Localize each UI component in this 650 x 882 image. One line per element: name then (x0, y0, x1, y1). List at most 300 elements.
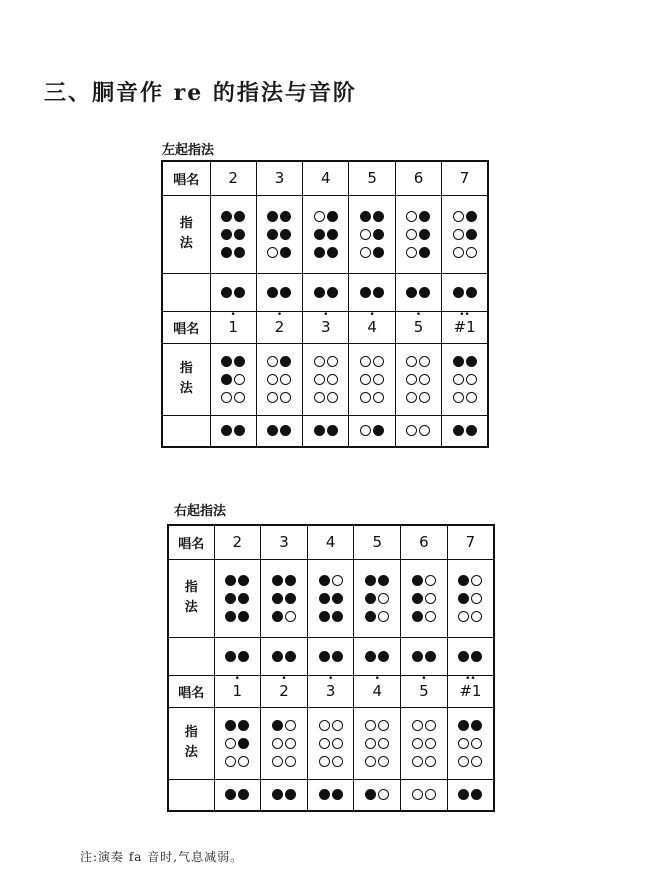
closed-hole-icon (412, 651, 423, 662)
open-hole-icon (406, 425, 417, 436)
hole-row (349, 243, 394, 261)
hole-row (442, 283, 487, 301)
closed-hole-icon (225, 575, 236, 586)
fingering-cell (261, 559, 308, 637)
hole-row (442, 388, 487, 406)
hole-row (261, 589, 307, 607)
closed-hole-icon (419, 229, 430, 240)
open-hole-icon (360, 392, 371, 403)
hole-row (211, 388, 256, 406)
note-cell: 4 (307, 525, 354, 559)
open-hole-icon (373, 356, 384, 367)
fingering-row (162, 195, 488, 273)
closed-hole-icon (365, 575, 376, 586)
note-digit: 1 (466, 318, 476, 336)
fingering-cell (354, 779, 401, 811)
note-cell: 6 (395, 161, 441, 195)
fingering-label-char: 指 (179, 216, 193, 231)
hole-row (215, 647, 261, 665)
fingering-cell (447, 637, 494, 675)
open-hole-icon (378, 738, 389, 749)
closed-hole-icon (373, 287, 384, 298)
hole-row (261, 734, 307, 752)
closed-hole-icon (365, 593, 376, 604)
hole-row (257, 422, 302, 440)
hole-row (354, 589, 400, 607)
fingering-label-char: 法 (179, 236, 193, 251)
closed-hole-icon (373, 247, 384, 258)
closed-hole-icon (314, 229, 325, 240)
closed-hole-icon (332, 651, 343, 662)
hole-row (215, 571, 261, 589)
closed-hole-icon (466, 287, 477, 298)
open-hole-icon (280, 392, 291, 403)
high-octave-dot-icon: • (421, 674, 427, 684)
hole-row (257, 207, 302, 225)
closed-hole-icon (285, 789, 296, 800)
fingering-cell (307, 559, 354, 637)
closed-hole-icon (319, 611, 330, 622)
open-hole-icon (267, 374, 278, 385)
hole-row (442, 422, 487, 440)
header-label: 唱名 (162, 161, 210, 195)
closed-hole-icon (238, 789, 249, 800)
open-hole-icon (453, 374, 464, 385)
note-cell: 7 (442, 161, 488, 195)
closed-hole-icon (280, 356, 291, 367)
hole-row (257, 370, 302, 388)
hole-row (303, 388, 348, 406)
high-note (413, 310, 424, 336)
closed-hole-icon (267, 425, 278, 436)
open-hole-icon (238, 756, 249, 767)
closed-hole-icon (466, 211, 477, 222)
fingering-cell (442, 415, 488, 447)
open-hole-icon (225, 738, 236, 749)
blank-cell (168, 779, 214, 811)
header-label: 唱名 (168, 675, 214, 707)
open-hole-icon (406, 374, 417, 385)
open-hole-icon (412, 756, 423, 767)
hole-row (354, 647, 400, 665)
closed-hole-icon (332, 593, 343, 604)
hole-row (442, 243, 487, 261)
note-cell: 6 (401, 525, 448, 559)
open-hole-icon (234, 374, 245, 385)
closed-hole-icon (234, 211, 245, 222)
note-cell (354, 675, 401, 707)
note-cell (349, 311, 395, 343)
fingering-cell (210, 273, 256, 311)
closed-hole-icon (238, 575, 249, 586)
hole-row (211, 283, 256, 301)
closed-hole-icon (314, 425, 325, 436)
closed-hole-icon (466, 425, 477, 436)
hole-row (401, 589, 447, 607)
high-octave-dot-icon: • (369, 310, 375, 320)
hole-row (401, 607, 447, 625)
closed-hole-icon (280, 229, 291, 240)
header-row (168, 525, 494, 559)
note-cell (256, 311, 302, 343)
open-hole-icon (419, 425, 430, 436)
page-title: 三、胴音作 re 的指法与音阶 (44, 80, 357, 106)
fingering-cell (447, 779, 494, 811)
hole-row (354, 607, 400, 625)
hole-row (261, 607, 307, 625)
fingering-cell (354, 559, 401, 637)
fingering-cell (447, 707, 494, 779)
hole-row (354, 716, 400, 734)
open-hole-icon (471, 738, 482, 749)
high-note (419, 674, 429, 700)
note-digit: 1 (228, 318, 238, 336)
hole-row (308, 734, 354, 752)
closed-hole-icon (471, 789, 482, 800)
hole-row (396, 422, 441, 440)
hole-row (257, 225, 302, 243)
high-note (321, 310, 331, 336)
note-cell: 5 (354, 525, 401, 559)
open-hole-icon (378, 756, 389, 767)
closed-hole-icon (234, 287, 245, 298)
fingering-cell (307, 779, 354, 811)
blank-cell (168, 637, 214, 675)
open-hole-icon (466, 392, 477, 403)
open-hole-icon (453, 247, 464, 258)
closed-hole-icon (419, 287, 430, 298)
fingering-cell (395, 415, 441, 447)
open-hole-icon (272, 756, 283, 767)
hole-row (349, 207, 394, 225)
hole-row (448, 752, 493, 770)
note-cell (442, 311, 488, 343)
fingering-cell (401, 637, 448, 675)
open-hole-icon (280, 374, 291, 385)
hole-row (308, 571, 354, 589)
closed-hole-icon (332, 789, 343, 800)
fingering-row (168, 707, 494, 779)
open-hole-icon (406, 229, 417, 240)
hole-row (354, 571, 400, 589)
fingering-cell (303, 195, 349, 273)
closed-hole-icon (412, 575, 423, 586)
closed-hole-icon (458, 651, 469, 662)
blank-cell (162, 415, 210, 447)
high-note (367, 310, 377, 336)
open-hole-icon (471, 593, 482, 604)
open-hole-icon (406, 356, 417, 367)
high-octave-dot-icon: • (415, 310, 422, 320)
fingering-cell (395, 343, 441, 415)
open-hole-icon (360, 247, 371, 258)
closed-hole-icon (272, 593, 283, 604)
fingering-cell (214, 637, 261, 675)
blank-cell (162, 273, 210, 311)
open-hole-icon (425, 575, 436, 586)
hole-row (211, 352, 256, 370)
note-digit: 3 (325, 682, 336, 700)
fingering-cell (395, 273, 441, 311)
fingering-cell (214, 559, 261, 637)
open-hole-icon (425, 738, 436, 749)
note-digit: 2 (279, 682, 289, 700)
open-hole-icon (412, 789, 423, 800)
closed-hole-icon (280, 425, 291, 436)
closed-hole-icon (453, 356, 464, 367)
fingering-cell (303, 415, 349, 447)
hole-row (261, 786, 307, 804)
hole-row (396, 207, 441, 225)
fingering-label (162, 343, 210, 415)
fingering-bottom-row (162, 415, 488, 447)
table-body (162, 161, 488, 447)
sharp-sign: # (453, 318, 467, 336)
note-cell: 2 (214, 525, 261, 559)
closed-hole-icon (225, 611, 236, 622)
open-hole-icon (378, 789, 389, 800)
open-hole-icon (412, 738, 423, 749)
closed-hole-icon (458, 720, 469, 731)
hole-row (442, 225, 487, 243)
fingering-label-char: 法 (179, 381, 193, 396)
high-octave-dot-icon: • (374, 674, 380, 684)
closed-hole-icon (225, 720, 236, 731)
open-hole-icon (365, 738, 376, 749)
note-cell (307, 675, 354, 707)
hole-row (303, 225, 348, 243)
hole-row (354, 734, 400, 752)
closed-hole-icon (238, 720, 249, 731)
open-hole-icon (267, 356, 278, 367)
closed-hole-icon (225, 593, 236, 604)
closed-hole-icon (406, 287, 417, 298)
closed-hole-icon (458, 575, 469, 586)
fingering-cell (401, 779, 448, 811)
fingering-cell (442, 273, 488, 311)
table-caption-left: 左起指法 (162, 143, 215, 158)
note-cell (395, 311, 441, 343)
hole-row (211, 207, 256, 225)
hole-row (401, 647, 447, 665)
hole-row (401, 571, 447, 589)
note-digit: 5 (413, 318, 424, 336)
hole-row (396, 388, 441, 406)
open-hole-icon (285, 756, 296, 767)
hole-row (401, 734, 447, 752)
hole-row (211, 422, 256, 440)
hole-row (448, 607, 493, 625)
high-octave-dot-icon: • (276, 310, 283, 320)
closed-hole-icon (280, 247, 291, 258)
open-hole-icon (272, 738, 283, 749)
hole-row (442, 207, 487, 225)
closed-hole-icon (360, 211, 371, 222)
closed-hole-icon (419, 211, 430, 222)
high-note (232, 674, 243, 700)
open-hole-icon (453, 211, 464, 222)
hole-row (308, 647, 354, 665)
hole-row (354, 786, 400, 804)
closed-hole-icon (373, 229, 384, 240)
fingering-cell (401, 707, 448, 779)
open-hole-icon (327, 374, 338, 385)
fingering-bottom-row (168, 637, 494, 675)
hole-row (442, 352, 487, 370)
hole-row (396, 352, 441, 370)
open-hole-icon (360, 374, 371, 385)
hole-row (261, 571, 307, 589)
closed-hole-icon (412, 593, 423, 604)
closed-hole-icon (221, 287, 232, 298)
open-hole-icon (360, 229, 371, 240)
hole-row (257, 388, 302, 406)
open-hole-icon (332, 720, 343, 731)
open-hole-icon (471, 756, 482, 767)
open-hole-icon (471, 611, 482, 622)
closed-hole-icon (373, 425, 384, 436)
open-hole-icon (458, 611, 469, 622)
hole-row (303, 283, 348, 301)
closed-hole-icon (365, 789, 376, 800)
closed-hole-icon (327, 211, 338, 222)
high-note (459, 674, 482, 700)
closed-hole-icon (327, 425, 338, 436)
high-octave-dot-icon: • (230, 310, 236, 320)
open-hole-icon (314, 356, 325, 367)
hole-row (308, 589, 354, 607)
open-hole-icon (458, 756, 469, 767)
note-cell (210, 311, 256, 343)
high-octave-dot-icon: •• (459, 310, 470, 320)
closed-hole-icon (453, 425, 464, 436)
closed-hole-icon (425, 651, 436, 662)
open-hole-icon (319, 756, 330, 767)
hole-row (401, 716, 447, 734)
closed-hole-icon (319, 593, 330, 604)
hole-row (303, 422, 348, 440)
open-hole-icon (425, 789, 436, 800)
open-hole-icon (471, 575, 482, 586)
fingering-table-right (167, 524, 495, 812)
hole-row (303, 370, 348, 388)
closed-hole-icon (285, 593, 296, 604)
note-digit: 3 (321, 318, 331, 336)
open-hole-icon (378, 611, 389, 622)
note-cell (447, 675, 494, 707)
fingering-label (162, 195, 210, 273)
closed-hole-icon (471, 720, 482, 731)
fingering-label-char: 法 (184, 600, 198, 615)
fingering-bottom-row (168, 779, 494, 811)
open-hole-icon (319, 738, 330, 749)
fingering-cell (261, 707, 308, 779)
hole-row (303, 243, 348, 261)
fingering-cell (303, 273, 349, 311)
hole-row (261, 647, 307, 665)
hole-row (396, 243, 441, 261)
note-cell (303, 311, 349, 343)
hole-row (354, 752, 400, 770)
closed-hole-icon (280, 211, 291, 222)
closed-hole-icon (319, 651, 330, 662)
closed-hole-icon (267, 229, 278, 240)
closed-hole-icon (267, 287, 278, 298)
closed-hole-icon (319, 575, 330, 586)
fingering-label-char: 指 (184, 725, 198, 740)
open-hole-icon (234, 392, 245, 403)
high-note (228, 310, 238, 336)
hole-row (448, 571, 493, 589)
open-hole-icon (360, 425, 371, 436)
open-hole-icon (419, 374, 430, 385)
open-hole-icon (327, 392, 338, 403)
open-hole-icon (406, 211, 417, 222)
header-label: 唱名 (162, 311, 210, 343)
header-row (162, 311, 488, 343)
open-hole-icon (267, 247, 278, 258)
open-hole-icon (221, 392, 232, 403)
fingering-label-char: 法 (184, 745, 198, 760)
closed-hole-icon (378, 575, 389, 586)
note-digit: 4 (367, 318, 377, 336)
fingering-cell (256, 273, 302, 311)
closed-hole-icon (471, 651, 482, 662)
closed-hole-icon (221, 247, 232, 258)
open-hole-icon (406, 247, 417, 258)
fingering-cell (256, 195, 302, 273)
closed-hole-icon (267, 211, 278, 222)
fingering-cell (210, 343, 256, 415)
hole-row (442, 370, 487, 388)
note-cell: 5 (349, 161, 395, 195)
closed-hole-icon (332, 611, 343, 622)
hole-row (303, 352, 348, 370)
closed-hole-icon (221, 374, 232, 385)
sharp-sign: # (459, 682, 472, 700)
closed-hole-icon (272, 720, 283, 731)
fingering-cell (256, 343, 302, 415)
fingering-cell (349, 195, 395, 273)
hole-row (215, 734, 261, 752)
open-hole-icon (365, 756, 376, 767)
hole-row (308, 607, 354, 625)
note-cell: 2 (210, 161, 256, 195)
hole-row (448, 647, 493, 665)
footnote: 注:演奏 fa 音时,气息减弱。 (80, 850, 244, 864)
closed-hole-icon (234, 229, 245, 240)
hole-row (211, 370, 256, 388)
open-hole-icon (314, 211, 325, 222)
closed-hole-icon (272, 651, 283, 662)
hole-row (303, 207, 348, 225)
open-hole-icon (466, 247, 477, 258)
closed-hole-icon (221, 356, 232, 367)
hole-row (257, 243, 302, 261)
hole-row (448, 716, 493, 734)
fingering-cell (401, 559, 448, 637)
fingering-label-char: 指 (184, 580, 198, 595)
note-cell: 7 (447, 525, 494, 559)
high-octave-dot-icon: • (234, 674, 240, 684)
open-hole-icon (373, 374, 384, 385)
closed-hole-icon (272, 575, 283, 586)
open-hole-icon (419, 356, 430, 367)
closed-hole-icon (234, 356, 245, 367)
closed-hole-icon (365, 611, 376, 622)
open-hole-icon (332, 575, 343, 586)
open-hole-icon (285, 720, 296, 731)
